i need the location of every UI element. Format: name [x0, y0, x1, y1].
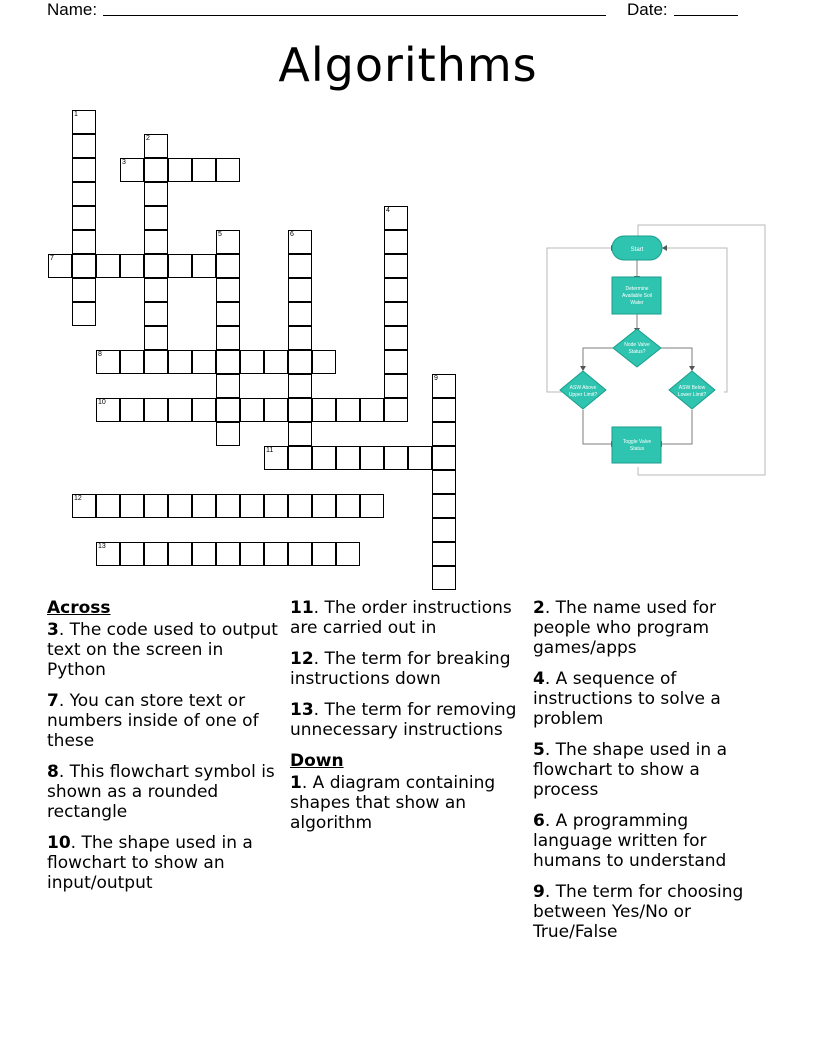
flow-asw-above-line1: ASW Above [569, 385, 597, 391]
crossword-cell[interactable] [288, 374, 312, 398]
crossword-cell[interactable] [312, 350, 336, 374]
clue-number: 13 [290, 700, 314, 720]
clue-across-12: 12. The term for breaking instructions down [290, 649, 511, 689]
crossword-cell[interactable] [288, 398, 312, 422]
clue-down-1: 1. A diagram containing shapes that show an algorithm [290, 773, 496, 833]
crossword-cell[interactable] [144, 494, 168, 518]
crossword-cell[interactable] [216, 302, 240, 326]
crossword-cell[interactable] [288, 278, 312, 302]
across-heading: Across [47, 598, 111, 618]
clue-number: 9 [533, 882, 545, 902]
crossword-clue-number-9: 9 [434, 375, 438, 382]
crossword-cell[interactable] [144, 230, 168, 254]
flow-start [612, 236, 662, 260]
crossword-cell[interactable] [168, 494, 192, 518]
down-heading: Down [290, 751, 344, 771]
crossword-cell[interactable] [72, 206, 96, 230]
crossword-cell[interactable] [168, 158, 192, 182]
flow-start-label: Start [630, 247, 644, 253]
crossword-cell[interactable] [288, 326, 312, 350]
clues-column-2 [290, 598, 526, 844]
crossword-cell[interactable] [264, 350, 288, 374]
crossword-cell[interactable] [240, 398, 264, 422]
crossword-cell[interactable] [336, 494, 360, 518]
crossword-cell[interactable] [192, 494, 216, 518]
crossword-clue-number-1: 1 [74, 111, 78, 118]
flow-asw-above [560, 371, 606, 409]
crossword-cell[interactable] [72, 254, 96, 278]
crossword-cell[interactable] [144, 302, 168, 326]
crossword-cell[interactable] [192, 542, 216, 566]
crossword-cell[interactable] [336, 542, 360, 566]
crossword-cell[interactable] [432, 398, 456, 422]
crossword-cell[interactable] [240, 350, 264, 374]
crossword-clue-number-10: 10 [98, 399, 106, 406]
clue-number: 8 [47, 762, 59, 782]
clues-column-3 [533, 598, 769, 953]
clue-text: The term for choosing between Yes/No or True/False [533, 882, 744, 942]
crossword-cell[interactable] [432, 518, 456, 542]
flow-toggle-line2: Status [629, 446, 645, 452]
clue-text: You can store text or numbers inside of one of these [47, 691, 259, 751]
clue-across-7: 7. You can store text or numbers inside of one of these [47, 691, 259, 751]
flow-toggle [612, 427, 661, 463]
flow-determine [612, 277, 661, 314]
flow-asw-below [669, 371, 715, 409]
crossword-cell[interactable] [264, 542, 288, 566]
clue-number: 10 [47, 833, 71, 853]
crossword-cell[interactable] [384, 230, 408, 254]
crossword-cell[interactable] [216, 542, 240, 566]
clues-column-1 [47, 598, 283, 904]
crossword-cell[interactable] [384, 374, 408, 398]
crossword-clue-number-12: 12 [74, 495, 82, 502]
flow-loop-left [547, 248, 612, 392]
page-title: Algorithms [278, 38, 538, 92]
name-label: Name: [47, 0, 98, 19]
clue-text: This flowchart symbol is shown as a rounded rectangle [47, 762, 275, 822]
flow-toggle-shape [612, 427, 661, 463]
crossword-cell[interactable] [216, 398, 240, 422]
crossword-cell[interactable] [144, 350, 168, 374]
crossword-cell[interactable] [216, 350, 240, 374]
clue-number: 1 [290, 773, 302, 793]
flow-arrow-above-toggle [583, 410, 612, 444]
crossword-cell[interactable] [288, 542, 312, 566]
flow-arrow-node-above [583, 348, 615, 367]
crossword-cell[interactable] [288, 494, 312, 518]
clue-text: The name used for people who program games/apps [533, 598, 716, 658]
crossword-cell[interactable] [288, 422, 312, 446]
crossword-cell[interactable] [72, 182, 96, 206]
crossword-cell[interactable] [72, 302, 96, 326]
crossword-cell[interactable] [264, 494, 288, 518]
clue-down-6: 6. A programming language written for humans to understand [533, 811, 727, 871]
crossword-cell[interactable] [120, 398, 144, 422]
flow-arrow-below-toggle [661, 410, 692, 444]
crossword-cell[interactable] [216, 422, 240, 446]
flow-node-valve [613, 329, 661, 367]
crossword-cell[interactable] [120, 494, 144, 518]
crossword-clue-number-5: 5 [218, 231, 222, 238]
crossword-cell[interactable] [312, 446, 336, 470]
crossword-cell[interactable] [288, 446, 312, 470]
clue-down-2: 2. The name used for people who program games/apps [533, 598, 716, 658]
crossword-cell[interactable] [264, 398, 288, 422]
crossword-clue-number-8: 8 [98, 351, 102, 358]
crossword-cell[interactable] [192, 398, 216, 422]
flow-asw-above-line2: Upper Limit? [568, 392, 598, 398]
crossword-cell[interactable] [216, 494, 240, 518]
crossword-cell[interactable] [312, 398, 336, 422]
crossword-cell[interactable] [96, 254, 120, 278]
crossword-cell[interactable] [144, 182, 168, 206]
crossword-cell[interactable] [144, 206, 168, 230]
crossword-cell[interactable] [240, 494, 264, 518]
clue-across-11: 11. The order instructions are carried out in [290, 598, 512, 638]
crossword-clue-number-3: 3 [122, 159, 126, 166]
crossword-cell[interactable] [336, 446, 360, 470]
crossword-clue-number-4: 4 [386, 207, 390, 214]
clue-text: A sequence of instructions to solve a problem [533, 669, 721, 729]
clue-across-8: 8. This flowchart symbol is shown as a rounded rectangle [47, 762, 275, 822]
clue-number: 5 [533, 740, 545, 760]
clue-number: 12 [290, 649, 314, 669]
flow-determine-line1: Determine [625, 286, 649, 292]
crossword-cell[interactable] [408, 446, 432, 470]
crossword-clue-number-7: 7 [50, 255, 54, 262]
flow-node-valve-line1: Node Valve [624, 342, 650, 348]
clue-text: A programming language written for humans to understand [533, 811, 727, 871]
clue-text: The code used to output text on the screen in Python [47, 620, 278, 680]
crossword-cell[interactable] [360, 494, 384, 518]
clue-text: The term for breaking instructions down [290, 649, 511, 689]
crossword-cell[interactable] [216, 278, 240, 302]
clue-down-5: 5. The shape used in a flowchart to show a process [533, 740, 727, 800]
crossword-cell[interactable] [384, 302, 408, 326]
crossword-cell[interactable] [432, 566, 456, 590]
crossword-cell[interactable] [312, 542, 336, 566]
crossword-cell[interactable] [120, 350, 144, 374]
crossword-cell[interactable] [192, 350, 216, 374]
crossword-cell[interactable] [168, 254, 192, 278]
clue-text: The shape used in a flowchart to show an input/output [47, 833, 253, 893]
crossword-cell[interactable] [432, 494, 456, 518]
crossword-cell[interactable] [432, 422, 456, 446]
crossword-cell[interactable] [72, 278, 96, 302]
crossword-cell[interactable] [240, 542, 264, 566]
clue-number: 11 [290, 598, 314, 618]
crossword-cell[interactable] [168, 350, 192, 374]
crossword-cell[interactable] [192, 158, 216, 182]
clue-number: 7 [47, 691, 59, 711]
crossword-cell[interactable] [216, 158, 240, 182]
flow-loop-right-inner [666, 248, 727, 392]
crossword-cell[interactable] [144, 278, 168, 302]
crossword-cell[interactable] [120, 254, 144, 278]
clue-text: A diagram containing shapes that show an algorithm [290, 773, 496, 833]
crossword-cell[interactable] [432, 542, 456, 566]
clue-across-3: 3. The code used to output text on the screen in Python [47, 620, 278, 680]
flow-asw-below-line1: ASW Below [678, 385, 706, 391]
crossword-cell[interactable] [360, 446, 384, 470]
crossword-cell[interactable] [120, 542, 144, 566]
crossword-cell[interactable] [216, 326, 240, 350]
crossword-clue-number-6: 6 [290, 231, 294, 238]
crossword-cell[interactable] [96, 494, 120, 518]
flow-node-valve-shape [613, 329, 661, 367]
clue-number: 3 [47, 620, 59, 640]
crossword-cell[interactable] [72, 230, 96, 254]
crossword-cell[interactable] [312, 494, 336, 518]
crossword-cell[interactable] [432, 470, 456, 494]
flowchart-diagram [520, 222, 770, 482]
crossword-cell[interactable] [144, 326, 168, 350]
crossword-cell[interactable] [288, 302, 312, 326]
clue-number: 2 [533, 598, 545, 618]
crossword-cell[interactable] [288, 254, 312, 278]
clue-across-13: 13. The term for removing unnecessary instructions [290, 700, 517, 740]
crossword-cell[interactable] [144, 254, 168, 278]
clue-down-9: 9. The term for choosing between Yes/No or True/False [533, 882, 744, 942]
crossword-cell[interactable] [384, 278, 408, 302]
date-label: Date: [627, 0, 668, 19]
flow-determine-line3: Water [630, 300, 644, 306]
clue-number: 6 [533, 811, 545, 831]
crossword-cell[interactable] [192, 254, 216, 278]
crossword-cell[interactable] [336, 398, 360, 422]
flow-toggle-line1: Toggle Valve [622, 439, 652, 445]
clue-text: The term for removing unnecessary instructions [290, 700, 517, 740]
crossword-cell[interactable] [72, 134, 96, 158]
crossword-cell[interactable] [144, 542, 168, 566]
flow-asw-below-line2: Lower Limit? [677, 392, 707, 398]
crossword-clue-number-2: 2 [146, 135, 150, 142]
crossword-cell[interactable] [72, 158, 96, 182]
crossword-cell[interactable] [384, 326, 408, 350]
clue-across-10: 10. The shape used in a flowchart to show an input/output [47, 833, 253, 893]
crossword-cell[interactable] [216, 374, 240, 398]
clue-number: 4 [533, 669, 545, 689]
crossword-cell[interactable] [384, 254, 408, 278]
crossword-cell[interactable] [288, 350, 312, 374]
crossword-clue-number-11: 11 [266, 447, 274, 454]
clue-text: The shape used in a flowchart to show a process [533, 740, 727, 800]
crossword-cell[interactable] [432, 446, 456, 470]
crossword-cell[interactable] [360, 398, 384, 422]
crossword-cell[interactable] [168, 542, 192, 566]
crossword-cell[interactable] [384, 398, 408, 422]
flow-node-valve-line2: Status? [628, 349, 646, 355]
crossword-cell[interactable] [216, 254, 240, 278]
crossword-cell[interactable] [384, 446, 408, 470]
flow-determine-line2: Available Soil [622, 293, 652, 299]
crossword-cell[interactable] [168, 398, 192, 422]
crossword-cell[interactable] [144, 398, 168, 422]
flow-arrow-node-below [659, 348, 692, 367]
crossword-cell[interactable] [144, 158, 168, 182]
clue-text: The order instructions are carried out in [290, 598, 512, 638]
crossword-clue-number-13: 13 [98, 543, 106, 550]
clue-down-4: 4. A sequence of instructions to solve a problem [533, 669, 721, 729]
crossword-cell[interactable] [384, 350, 408, 374]
